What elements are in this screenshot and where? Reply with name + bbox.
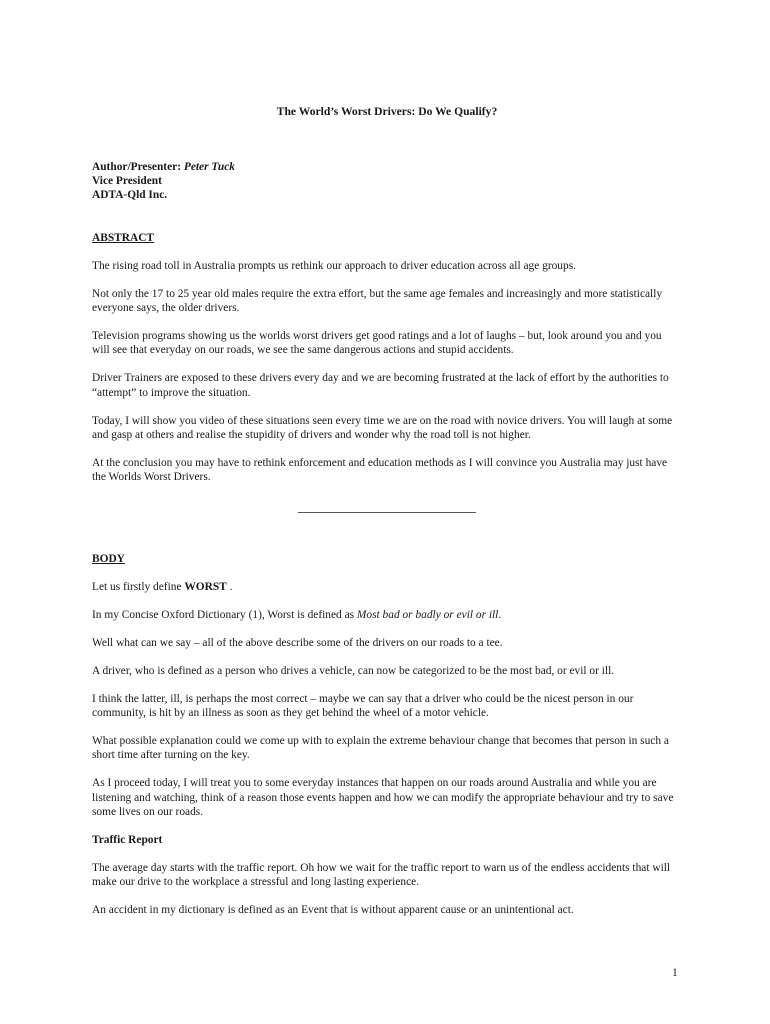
define-suffix: . bbox=[226, 581, 233, 593]
dictionary-suffix: . bbox=[498, 609, 502, 621]
section-divider bbox=[298, 512, 476, 513]
body-section bbox=[92, 552, 682, 917]
abstract-paragraph: The rising road toll in Australia prompts us rethink our approach to driver education across all age groups. bbox=[92, 260, 576, 272]
abstract-paragraph: Today, I will show you video of these situations seen every time we are on the road with novice drivers. You will laugh at some and gasp at others and realise the stupidity of drivers and wonder why the road toll is not higher. bbox=[92, 414, 673, 441]
abstract-paragraph: Not only the 17 to 25 year old males require the extra effort, but the same age females and increasingly and more statistically everyone says, the older drivers. bbox=[92, 288, 663, 315]
body-heading: BODY bbox=[92, 553, 125, 565]
author-name: Peter Tuck bbox=[183, 161, 235, 173]
document-title: The World’s Worst Drivers: Do We Qualify? bbox=[276, 105, 498, 118]
body-paragraph: Well what can we say – all of the above describe some of the drivers on our roads to a tee. bbox=[92, 637, 503, 649]
define-worst-paragraph bbox=[92, 580, 682, 594]
abstract-heading: ABSTRACT bbox=[92, 232, 155, 244]
abstract-paragraph: Driver Trainers are exposed to these drivers every day and we are becoming frustrated at the lack of effort by the authorities to “attempt” to improve the situation. bbox=[92, 372, 669, 399]
traffic-paragraph: The average day starts with the traffic report. Oh how we wait for the traffic report to warn us of the endless accidents that will make our drive to the workplace a stressful and long lasting experience. bbox=[92, 861, 671, 889]
body-paragraph: A driver, who is defined as a person who drives a vehicle, can now be categorized to be the most bad, or evil or ill. bbox=[92, 665, 615, 677]
dictionary-prefix: In my Concise Oxford Dictionary (1), Worst is defined as bbox=[92, 609, 357, 621]
author-block bbox=[92, 160, 682, 203]
traffic-paragraph: An accident in my dictionary is defined as an Event that is without apparent cause or an unintentional act. bbox=[92, 904, 574, 917]
body-paragraph: What possible explanation could we come up with to explain the extreme behaviour change that becomes that person in such a short time after turning on the key. bbox=[92, 735, 669, 762]
body-paragraph: I think the latter, ill, is perhaps the most correct – maybe we can say that a driver who could be the nicest person in our community, is hit by an illness as soon as they get behind the wheel of a motor vehicle. bbox=[92, 693, 634, 720]
define-prefix: Let us firstly define bbox=[92, 581, 185, 593]
author-line bbox=[92, 160, 682, 174]
traffic-report-heading: Traffic Report bbox=[92, 833, 163, 846]
abstract-section bbox=[92, 231, 682, 484]
body-paragraph: As I proceed today, I will treat you to some everyday instances that happen on our roads around Australia and while you are listening and watching, think of a reason those events happen and how we can modify the appropriate behaviour and try to save some lives on our roads. bbox=[92, 777, 674, 818]
dictionary-definition: Most bad or badly or evil or ill bbox=[356, 609, 499, 621]
define-word: WORST bbox=[184, 581, 227, 593]
page-number: 1 bbox=[672, 967, 678, 979]
dictionary-paragraph bbox=[92, 608, 682, 622]
author-position: Vice President bbox=[92, 175, 162, 188]
author-label: Author/Presenter: bbox=[92, 161, 181, 173]
author-organization: ADTA-Qld Inc. bbox=[92, 189, 168, 202]
abstract-paragraph: At the conclusion you may have to rethink enforcement and education methods as I will convince you Australia may just have the Worlds Worst Drivers. bbox=[92, 456, 668, 484]
abstract-paragraph: Television programs showing us the worlds worst drivers get good ratings and a lot of laughs – but, look around you and you will see that everyday on our roads, we see the same dangerous actions and stupid accidents. bbox=[92, 330, 662, 357]
